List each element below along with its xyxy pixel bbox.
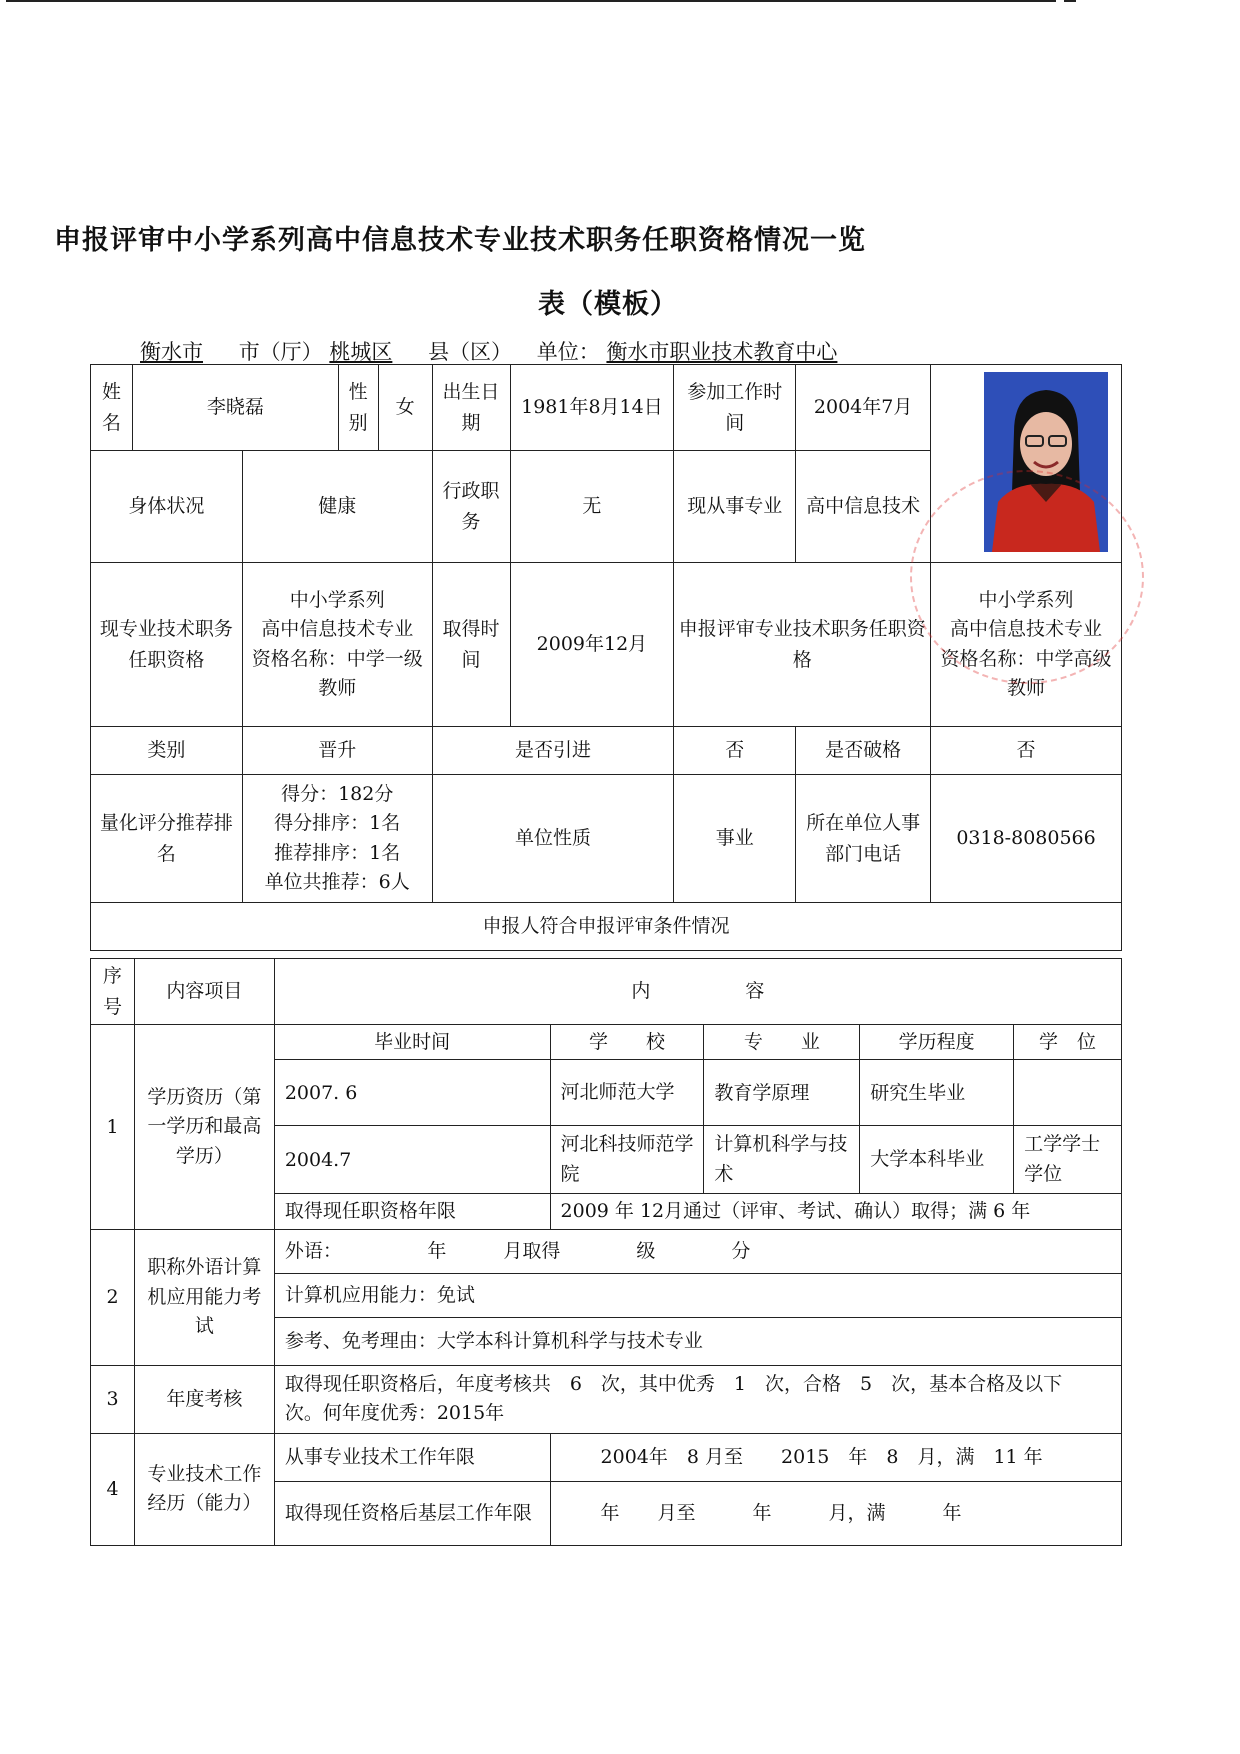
- edu-years-label: 取得现任职资格年限: [274, 1194, 550, 1229]
- edu-row1-level: 研究生毕业: [860, 1060, 1014, 1126]
- work-row2-label: 取得现任资格后基层工作年限: [274, 1481, 550, 1545]
- header-unit: 衡水市职业技术教育中心: [606, 340, 838, 364]
- score-rank: 得分排序：1名: [274, 812, 401, 835]
- unit-total: 单位共推荐：6人: [264, 870, 410, 893]
- major-value: 高中信息技术: [796, 451, 931, 563]
- scan-border-top: [6, 0, 1056, 2]
- score-cell: [242, 775, 432, 903]
- conditions-table: [90, 958, 1122, 1546]
- document-title-line2: 表（模板）: [538, 289, 678, 320]
- seq-header: 序号: [91, 959, 135, 1025]
- work-start-label: 参加工作时间: [674, 365, 796, 451]
- category-label: 类别: [91, 727, 243, 775]
- edu-header-major: 专 业: [704, 1025, 860, 1060]
- edu-label: 学历资历（第一学历和最高学历）: [134, 1025, 274, 1230]
- health-label: 身体状况: [91, 451, 243, 563]
- annual-seq: 3: [91, 1365, 135, 1433]
- unit-nature-label: 单位性质: [432, 775, 674, 903]
- admin-label: 行政职务: [432, 451, 510, 563]
- annual-text: 取得现任职资格后，年度考核共 6 次，其中优秀 1 次，合格 5 次，基本合格及以下 次。何年度优秀：2015年: [274, 1365, 1121, 1433]
- apply-qual-label: 申报评审专业技术职务任职资格: [674, 563, 931, 727]
- work-row2-value: 年 月至 年 月，满 年: [550, 1481, 1121, 1545]
- gender-label: 性别: [338, 365, 378, 451]
- admin-value: 无: [510, 451, 674, 563]
- edu-seq: 1: [91, 1025, 135, 1230]
- work-seq: 4: [91, 1433, 135, 1545]
- edu-years-value: 2009 年 12月通过（评审、考试、确认）取得；满 6 年: [550, 1194, 1121, 1229]
- obtain-label: 取得时间: [432, 563, 510, 727]
- lang-reason: 参考、免考理由：大学本科计算机科学与技术专业: [274, 1317, 1121, 1365]
- score-value: 得分：182分: [281, 782, 394, 805]
- header-city-suffix: 市（厅）: [238, 340, 323, 364]
- document-title-line1: 申报评审中小学系列高中信息技术专业技术职务任职资格情况一览: [54, 225, 866, 256]
- edu-row2-school: 河北科技师范学院: [550, 1126, 704, 1194]
- hr-phone-label: 所在单位人事部门电话: [796, 775, 931, 903]
- edu-row2-level: 大学本科毕业: [860, 1126, 1014, 1194]
- edu-row1-degree: [1014, 1060, 1122, 1126]
- exceptional-value: 否: [931, 727, 1122, 775]
- lang-seq: 2: [91, 1229, 135, 1365]
- edu-header-level: 学历程度: [860, 1025, 1014, 1060]
- gender-value: 女: [378, 365, 432, 451]
- current-qual-label: 现专业技术职务任职资格: [91, 563, 243, 727]
- obtain-value: 2009年12月: [510, 563, 674, 727]
- lang-foreign: 外语： 年 月取得 级 分: [274, 1229, 1121, 1273]
- section-title: 申报人符合申报评审条件情况: [91, 903, 1122, 951]
- header-unit-label: 单位：: [536, 340, 600, 364]
- annual-label: 年度考核: [134, 1365, 274, 1433]
- header-line: [140, 336, 966, 366]
- apply-qual-value: 中小学系列 高中信息技术专业 资格名称：中学高级教师: [931, 563, 1122, 727]
- edu-row2-time: 2004.7: [274, 1126, 550, 1194]
- unit-nature-value: 事业: [674, 775, 796, 903]
- birth-value: 1981年8月14日: [510, 365, 674, 451]
- edu-row1-school: 河北师范大学: [550, 1060, 704, 1126]
- lang-computer: 计算机应用能力：免试: [274, 1273, 1121, 1317]
- current-qual-value: 中小学系列 高中信息技术专业 资格名称：中学一级教师: [242, 563, 432, 727]
- edu-row2-degree: 工学学士学位: [1014, 1126, 1122, 1194]
- score-label: 量化评分推荐排名: [91, 775, 243, 903]
- edu-header-time: 毕业时间: [274, 1025, 550, 1060]
- header-city: 衡水市: [140, 340, 203, 364]
- major-label: 现从事专业: [674, 451, 796, 563]
- header-county: 桃城区: [329, 340, 393, 364]
- name-label: 姓名: [91, 365, 133, 451]
- health-value: 健康: [242, 451, 432, 563]
- content-header: 内 容: [274, 959, 1121, 1025]
- header-county-suffix: 县（区）: [428, 340, 513, 364]
- recommend-rank: 推荐排序：1名: [274, 841, 401, 864]
- work-label: 专业技术工作经历（能力）: [134, 1433, 274, 1545]
- work-row1-label: 从事专业技术工作年限: [274, 1433, 550, 1481]
- exceptional-label: 是否破格: [796, 727, 931, 775]
- birth-label: 出生日期: [432, 365, 510, 451]
- edu-row2-major: 计算机科学与技术: [704, 1126, 860, 1194]
- lang-label: 职称外语计算机应用能力考试: [134, 1229, 274, 1365]
- introduced-value: 否: [674, 727, 796, 775]
- name-value: 李晓磊: [132, 365, 338, 451]
- edu-row1-time: 2007. 6: [274, 1060, 550, 1126]
- edu-header-degree: 学 位: [1014, 1025, 1122, 1060]
- introduced-label: 是否引进: [432, 727, 674, 775]
- edu-row1-major: 教育学原理: [704, 1060, 860, 1126]
- hr-phone-value: 0318-8080566: [931, 775, 1122, 903]
- edu-header-school: 学 校: [550, 1025, 704, 1060]
- work-row1-value: 2004年 8 月至 2015 年 8 月，满 11 年: [550, 1433, 1121, 1481]
- scan-border-top-right: [1064, 0, 1076, 2]
- category-value: 晋升: [242, 727, 432, 775]
- item-header: 内容项目: [134, 959, 274, 1025]
- work-start-value: 2004年7月: [796, 365, 931, 451]
- official-stamp: [910, 470, 1144, 684]
